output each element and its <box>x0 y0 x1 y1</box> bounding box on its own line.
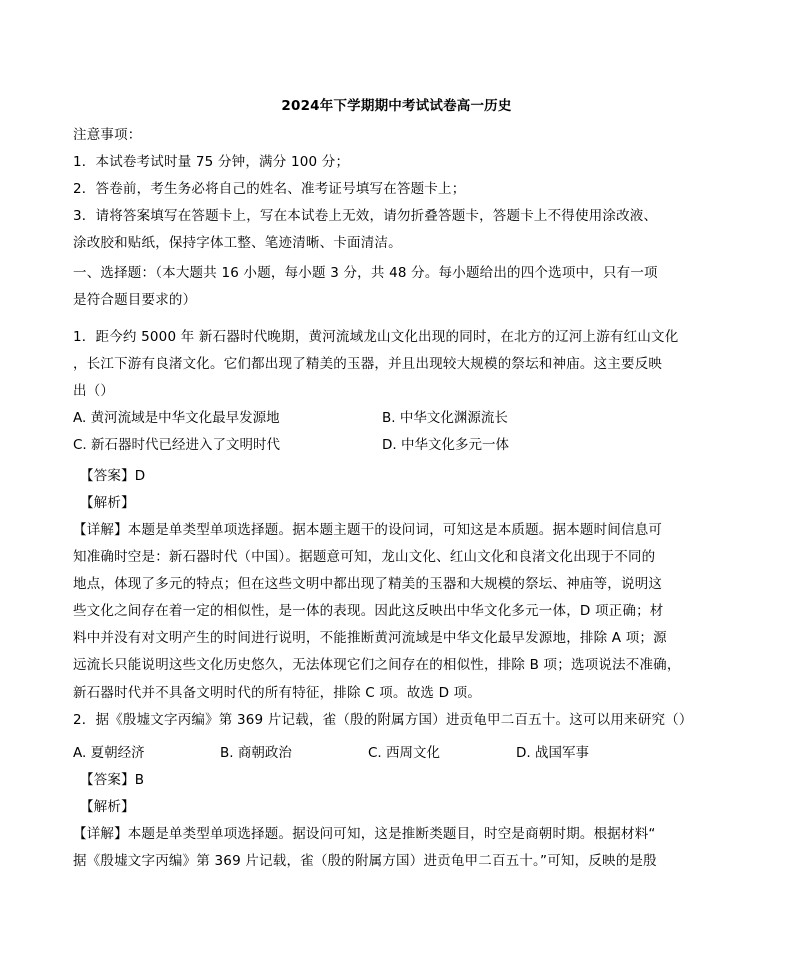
notice-item: 2．答卷前，考生务必将自己的姓名、准考证号填写在答题卡上； <box>73 181 466 197</box>
question-1-answer: 【答案】D <box>80 468 146 484</box>
notice-heading: 注意事项： <box>73 127 142 143</box>
question-2-option-c: C. 西周文化 <box>368 745 441 761</box>
question-1-stem: ，长江下游有良渚文化。它们都出现了精美的玉器，并且出现较大规模的祭坛和神庙。这主要反映 <box>73 356 663 372</box>
question-2-option-b: B. 商朝政治 <box>220 745 292 761</box>
question-1-option-c: C. 新石器时代已经进入了文明时代 <box>73 437 281 453</box>
question-1-detail: 【详解】本题是单类型单项选择题。据本题主题干的设问词，可知这是本质题。据本题时间信息可 <box>73 522 663 538</box>
section-heading: 一、选择题：（本大题共 16 小题，每小题 3 分，共 48 分。每小题给出的四个选项中，只有一项 <box>73 265 658 281</box>
notice-item: 3．请将答案填写在答题卡上，写在本试卷上无效，请勿折叠答题卡，答题卡上不得使用涂改液、 <box>73 208 658 224</box>
section-heading-cont: 是符合题目要求的） <box>73 292 197 308</box>
question-2-option-d: D. 战国军事 <box>516 745 589 761</box>
question-2-detail: 【详解】本题是单类型单项选择题。据设问可知，这是推断类题目，时空是商朝时期。根据材料“ <box>73 826 656 842</box>
question-1-option-b: B. 中华文化渊源流长 <box>382 410 508 426</box>
notice-item: 涂改胶和贴纸，保持字体工整、笔迹清晰、卡面清洁。 <box>73 235 402 251</box>
question-2-detail: 据《殷墟文字丙编》第 369 片记载，雀（殷的附属方国）进贡龟甲二百五十。”可知，反映的是殷 <box>73 853 657 869</box>
question-1-detail: 知准确时空是：新石器时代（中国）。据题意可知，龙山文化、红山文化和良渚文化出现于不同的 <box>73 549 656 565</box>
question-2-option-a: A. 夏朝经济 <box>73 745 145 761</box>
question-1-analysis-label: 【解析】 <box>80 495 135 511</box>
question-1-stem: 1．距今约 5000 年 新石器时代晚期，黄河流域龙山文化出现的同时，在北方的辽河上游有红山文化 <box>73 329 679 345</box>
notice-item: 1．本试卷考试时量 75 分钟，满分 100 分； <box>73 154 350 170</box>
question-2-stem: 2．据《殷墟文字丙编》第 369 片记载，雀（殷的附属方国）进贡龟甲二百五十。这可以用来研究（） <box>73 712 693 728</box>
question-1-detail: 新石器时代并不具备文明时代的所有特征，排除 C 项。故选 D 项。 <box>73 685 482 701</box>
question-1-detail: 远流长只能说明这些文化历史悠久，无法体现它们之间存在的相似性，排除 B 项；选项说法不准确， <box>73 657 681 673</box>
question-2-answer: 【答案】B <box>80 772 145 788</box>
question-1-option-d: D. 中华文化多元一体 <box>382 437 509 453</box>
question-1-detail: 料中并没有对文明产生的时间进行说明，不能推断黄河流域是中华文化最早发源地，排除 A 项；源 <box>73 630 667 646</box>
question-1-option-a: A. 黄河流域是中华文化最早发源地 <box>73 410 280 426</box>
page-title: 2024年下学期期中考试试卷高一历史 <box>281 98 512 114</box>
question-1-detail: 地点，体现了多元的特点；但在这些文明中都出现了精美的玉器和大规模的祭坛、神庙等，说明这 <box>73 576 663 592</box>
question-2-analysis-label: 【解析】 <box>80 799 135 815</box>
question-1-detail: 些文化之间存在着一定的相似性，是一体的表现。因此这反映出中华文化多元一体，D 项正确；材 <box>73 603 664 619</box>
question-1-stem: 出（） <box>73 383 115 399</box>
